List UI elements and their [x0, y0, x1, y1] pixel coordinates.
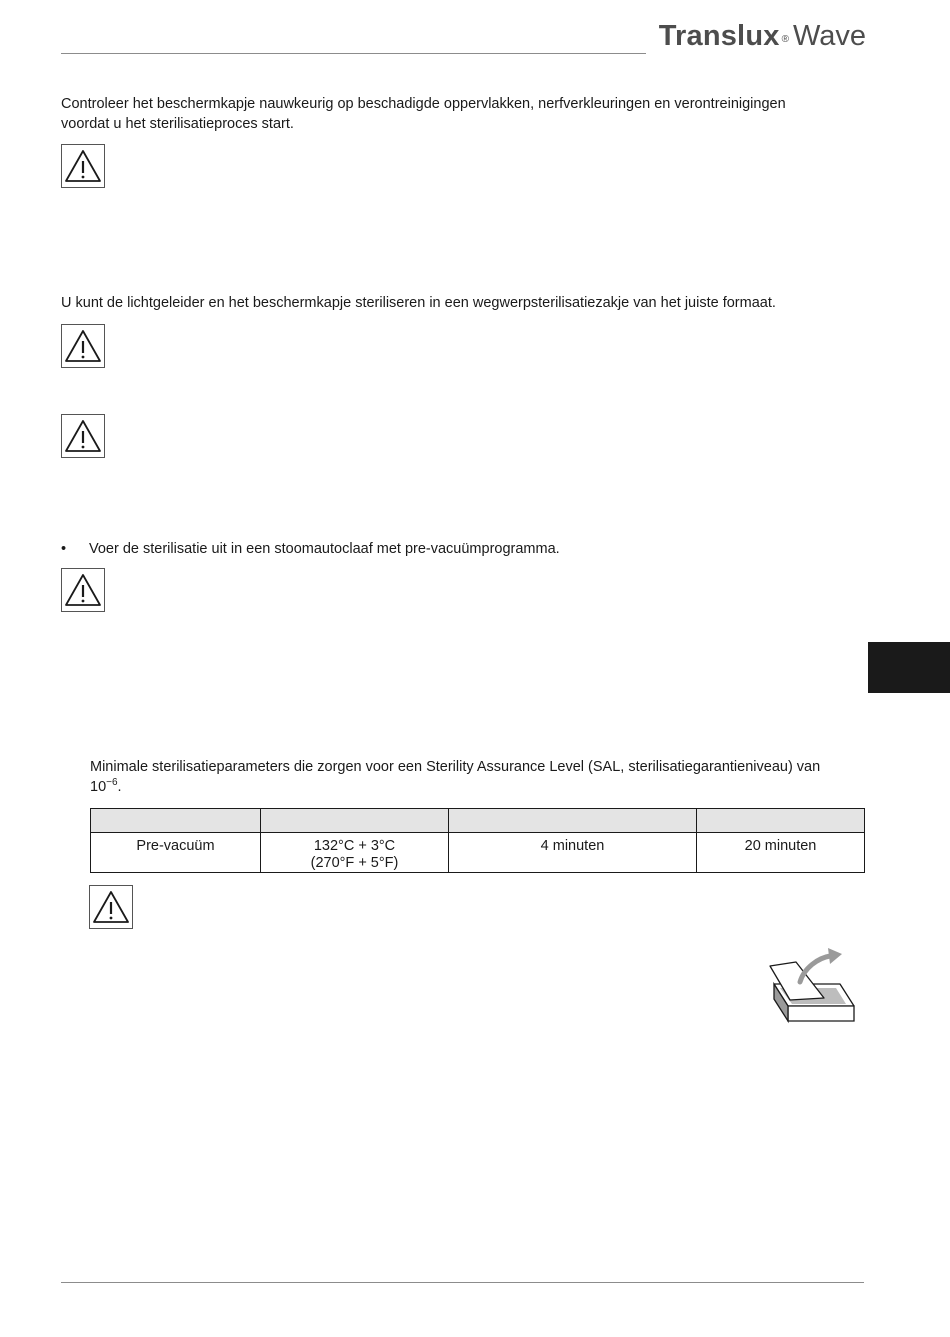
table-header-cell: [449, 809, 697, 833]
table-row: [91, 833, 865, 873]
drying-time-cell: 20 minuten: [697, 833, 865, 873]
warning-triangle-icon: [61, 414, 105, 458]
brand-registered-mark: ®: [781, 34, 789, 45]
package-open-icon: [766, 948, 858, 1026]
brand-product: Wave: [792, 20, 866, 52]
sterilisation-parameters-paragraph: [90, 757, 835, 797]
inspection-paragraph: Controleer het beschermkapje nauwkeurig op beschadigde oppervlakken, nerfverkleuringen en verontreinigingen voordat u het sterilisatieproces start.: [61, 96, 786, 132]
parameters-end: .: [117, 779, 122, 795]
chapter-tab-marker: [868, 642, 950, 693]
temperature-cell: [261, 833, 449, 873]
header-rule: [61, 53, 646, 54]
warning-triangle-icon: [89, 885, 133, 929]
brand-name: Translux: [658, 20, 780, 52]
sterilisation-parameters-table: [90, 808, 865, 873]
footer-rule: [61, 1282, 864, 1283]
warning-triangle-icon: [61, 324, 105, 368]
autoclave-bullet: Voer de sterilisatie uit in een stoomautoclaaf met pre-vacuümprogramma.: [89, 541, 560, 557]
table-header-cell: [261, 809, 449, 833]
table-header-row: [91, 809, 865, 833]
parameters-text: Minimale sterilisatieparameters die zorgen voor een Sterility Assurance Level (SAL, sterilisatiegarantieniveau) van 10: [90, 759, 821, 795]
cycle-type-cell: Pre-vacuüm: [91, 833, 261, 873]
warning-triangle-icon: [61, 144, 105, 188]
sal-exponent: −6: [106, 777, 118, 789]
packaging-paragraph: U kunt de lichtgeleider en het beschermkapje steriliseren in een wegwerpsterilisatiezakje van het juiste formaat.: [61, 295, 776, 311]
temperature-celsius: 132°C + 3°C: [313, 838, 396, 854]
warning-triangle-icon: [61, 568, 105, 612]
table-header-cell: [91, 809, 261, 833]
bullet-symbol: •: [61, 541, 67, 557]
temperature-fahrenheit: (270°F + 5°F): [310, 855, 399, 871]
exposure-time-cell: 4 minuten: [449, 833, 697, 873]
brand-logo: [658, 20, 866, 60]
table-header-cell: [697, 809, 865, 833]
